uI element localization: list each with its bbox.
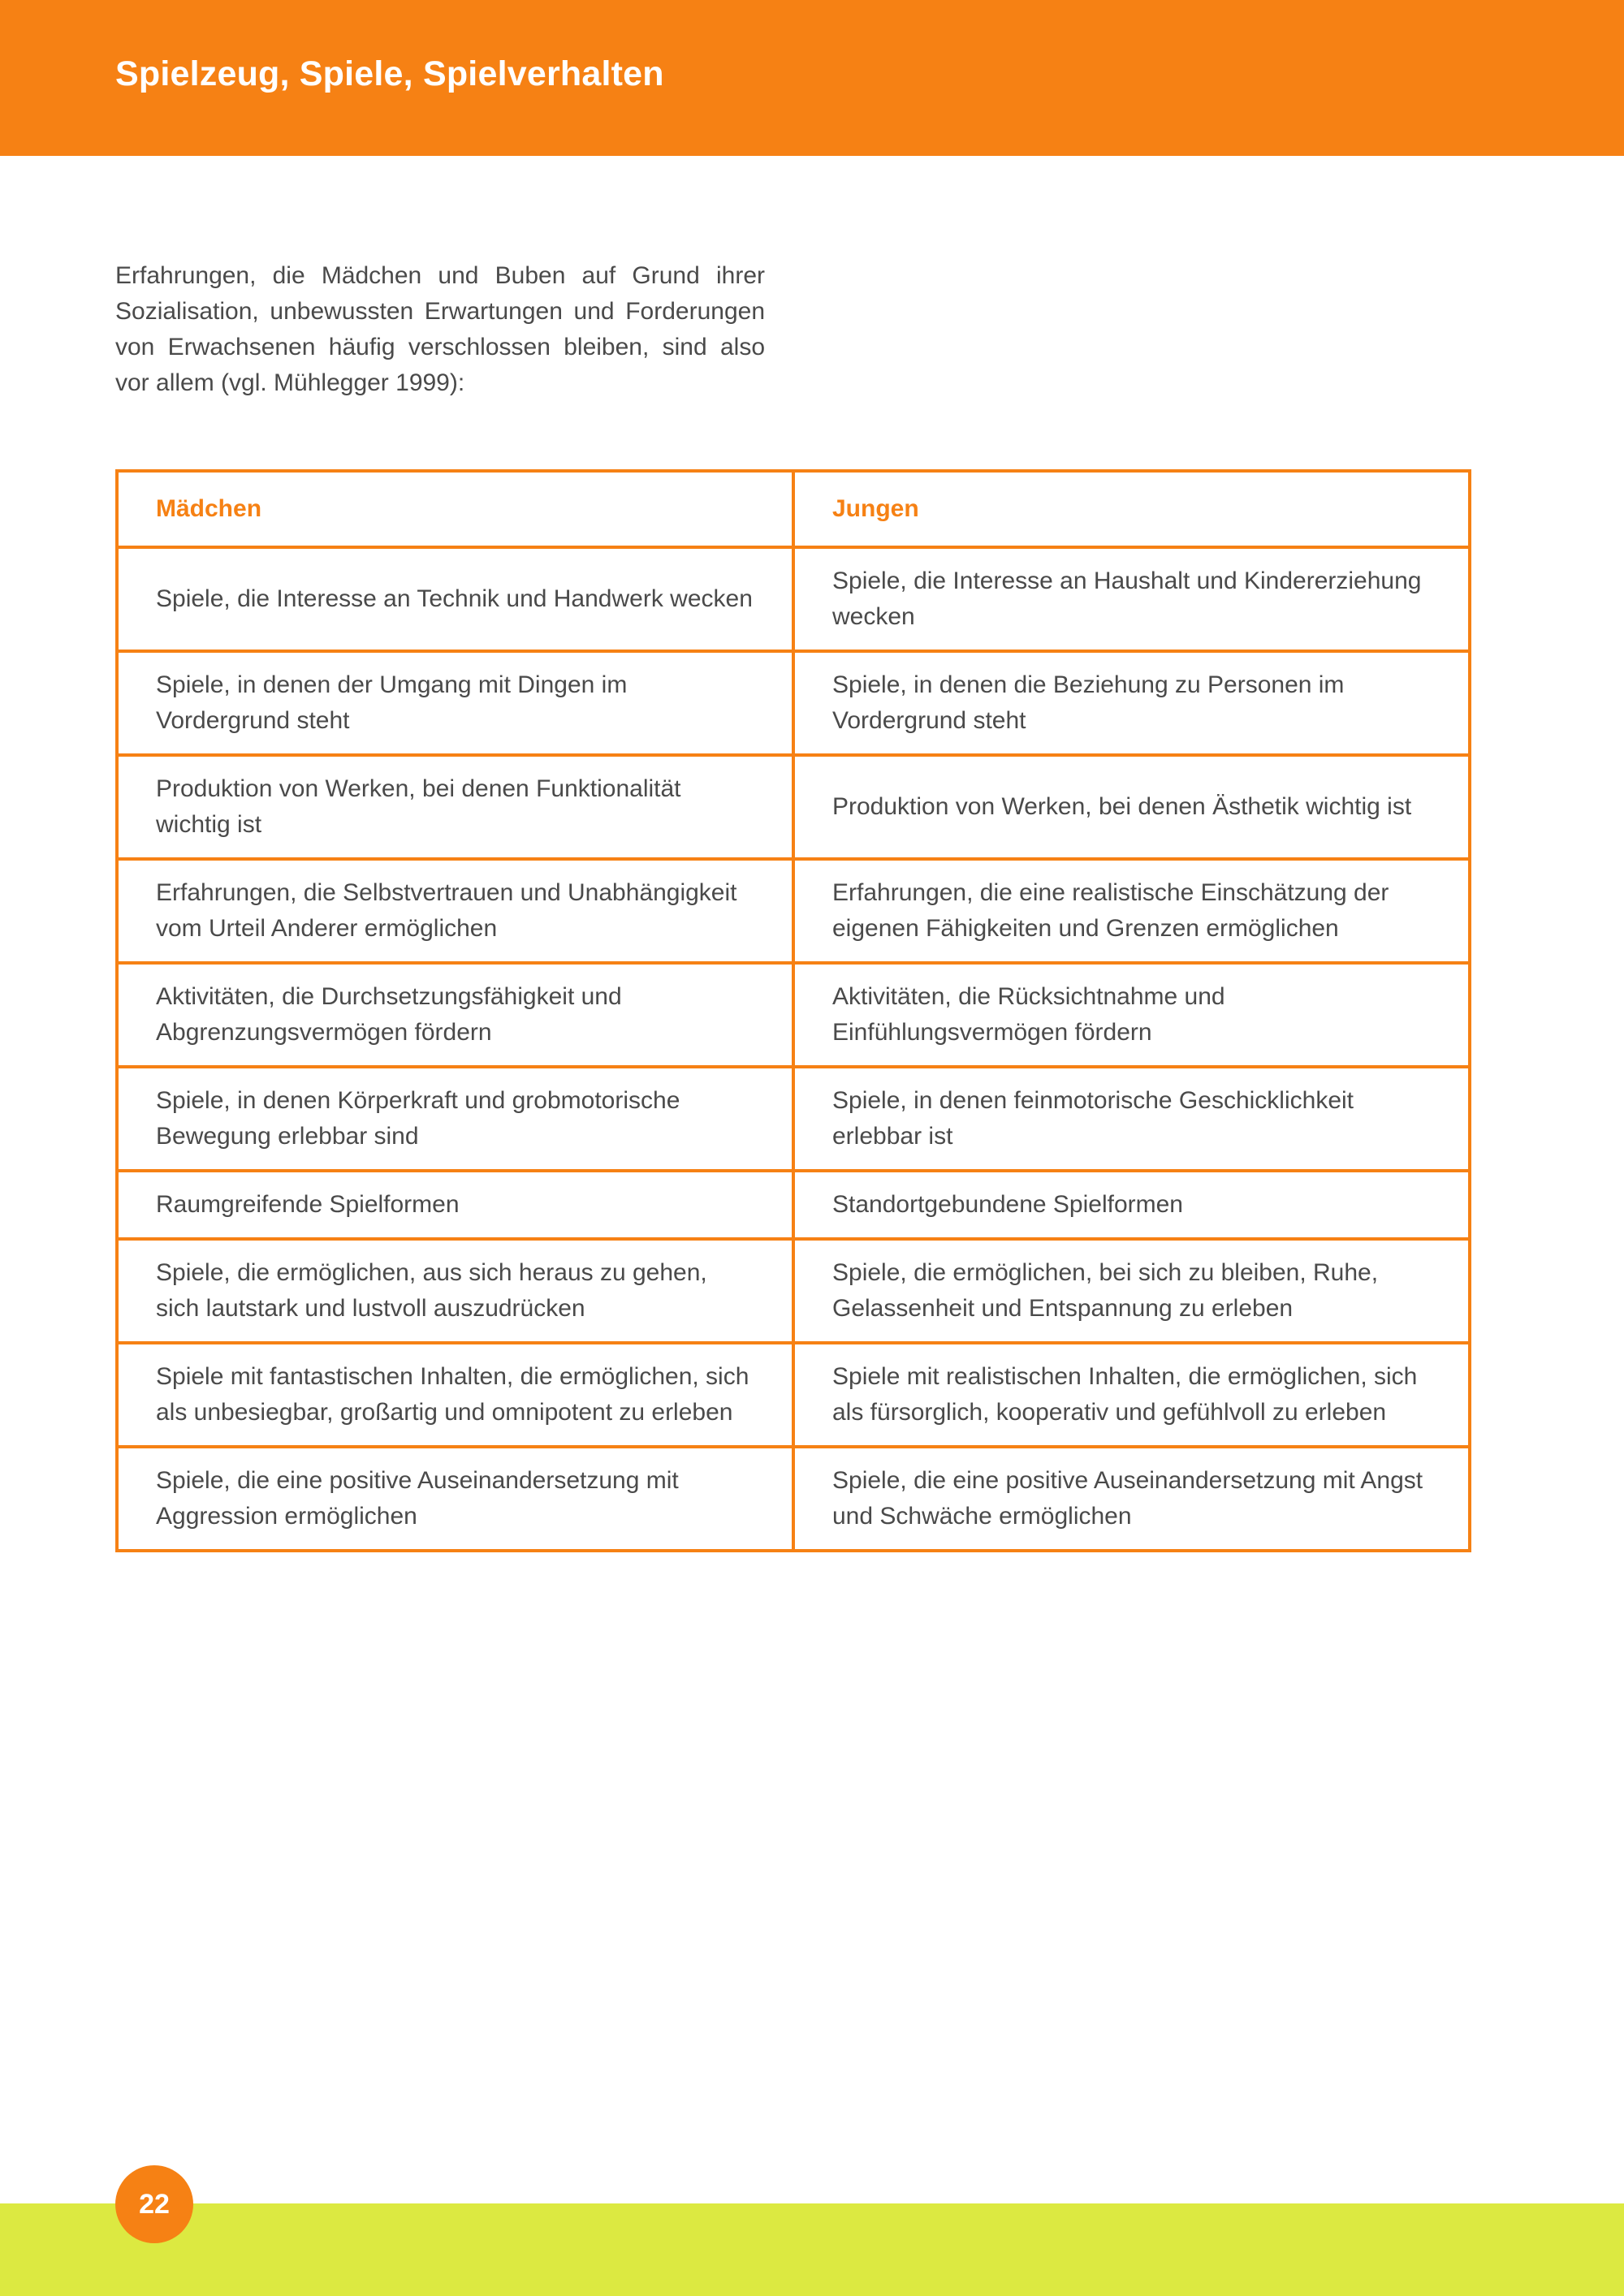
- table-row: [117, 1343, 1470, 1447]
- table-cell-jungen: Spiele, die ermöglichen, bei sich zu bleiben, Ruhe, Gelassenheit und Entspannung zu erleben: [793, 1239, 1470, 1343]
- table-cell-maedchen: Spiele, in denen Körperkraft und grobmotorische Bewegung erlebbar sind: [117, 1067, 793, 1171]
- table-row: [117, 1171, 1470, 1239]
- comparison-table-container: [115, 469, 1468, 1552]
- table-cell-maedchen: Spiele, die eine positive Auseinandersetzung mit Aggression ermöglichen: [117, 1447, 793, 1551]
- table-row: [117, 1447, 1470, 1551]
- table-cell-maedchen: Aktivitäten, die Durchsetzungsfähigkeit und Abgrenzungsvermögen fördern: [117, 963, 793, 1067]
- table-cell-maedchen: Raumgreifende Spielformen: [117, 1171, 793, 1239]
- table-cell-jungen: Spiele, in denen die Beziehung zu Personen im Vordergrund steht: [793, 651, 1470, 755]
- table-cell-jungen: Spiele, die eine positive Auseinandersetzung mit Angst und Schwäche ermöglichen: [793, 1447, 1470, 1551]
- table-cell-maedchen: Spiele mit fantastischen Inhalten, die ermöglichen, sich als unbesiegbar, großartig und omnipotent zu erleben: [117, 1343, 793, 1447]
- table-row: [117, 859, 1470, 963]
- table-cell-jungen: Spiele mit realistischen Inhalten, die ermöglichen, sich als fürsorglich, kooperativ und gefühlvoll zu erleben: [793, 1343, 1470, 1447]
- table-cell-maedchen: Erfahrungen, die Selbstvertrauen und Unabhängigkeit vom Urteil Anderer ermöglichen: [117, 859, 793, 963]
- table-cell-maedchen: Spiele, in denen der Umgang mit Dingen im Vordergrund steht: [117, 651, 793, 755]
- page-title: Spielzeug, Spiele, Spielverhalten: [115, 54, 664, 93]
- intro-paragraph: Erfahrungen, die Mädchen und Buben auf Grund ihrer Sozialisation, unbewussten Erwartungen und Forderungen von Erwachsenen häufig verschlossen bleiben, sind also vor allem (vgl. Mühlegger 1999):: [115, 262, 765, 396]
- column-header-maedchen: Mädchen: [117, 471, 793, 547]
- table-cell-maedchen: Spiele, die ermöglichen, aus sich heraus zu gehen, sich lautstark und lustvoll auszudrücken: [117, 1239, 793, 1343]
- table-row: [117, 963, 1470, 1067]
- table-row: [117, 1067, 1470, 1171]
- table-row: [117, 547, 1470, 651]
- table-cell-jungen: Aktivitäten, die Rücksichtnahme und Einfühlungsvermögen fördern: [793, 963, 1470, 1067]
- page-number-badge: 22: [115, 2165, 193, 2243]
- table-cell-jungen: Spiele, in denen feinmotorische Geschicklichkeit erlebbar ist: [793, 1067, 1470, 1171]
- table-cell-jungen: Spiele, die Interesse an Haushalt und Kindererziehung wecken: [793, 547, 1470, 651]
- table-row: [117, 1239, 1470, 1343]
- column-header-jungen: Jungen: [793, 471, 1470, 547]
- table-cell-maedchen: Spiele, die Interesse an Technik und Handwerk wecken: [117, 547, 793, 651]
- footer-band: [0, 2203, 1624, 2296]
- comparison-table: [115, 469, 1471, 1552]
- table-cell-jungen: Produktion von Werken, bei denen Ästhetik wichtig ist: [793, 755, 1470, 859]
- table-cell-jungen: Erfahrungen, die eine realistische Einschätzung der eigenen Fähigkeiten und Grenzen ermöglichen: [793, 859, 1470, 963]
- header-band: [0, 0, 1624, 156]
- table-cell-jungen: Standortgebundene Spielformen: [793, 1171, 1470, 1239]
- table-cell-maedchen: Produktion von Werken, bei denen Funktionalität wichtig ist: [117, 755, 793, 859]
- table-row: [117, 755, 1470, 859]
- table-row: [117, 651, 1470, 755]
- table-header-row: [117, 471, 1470, 547]
